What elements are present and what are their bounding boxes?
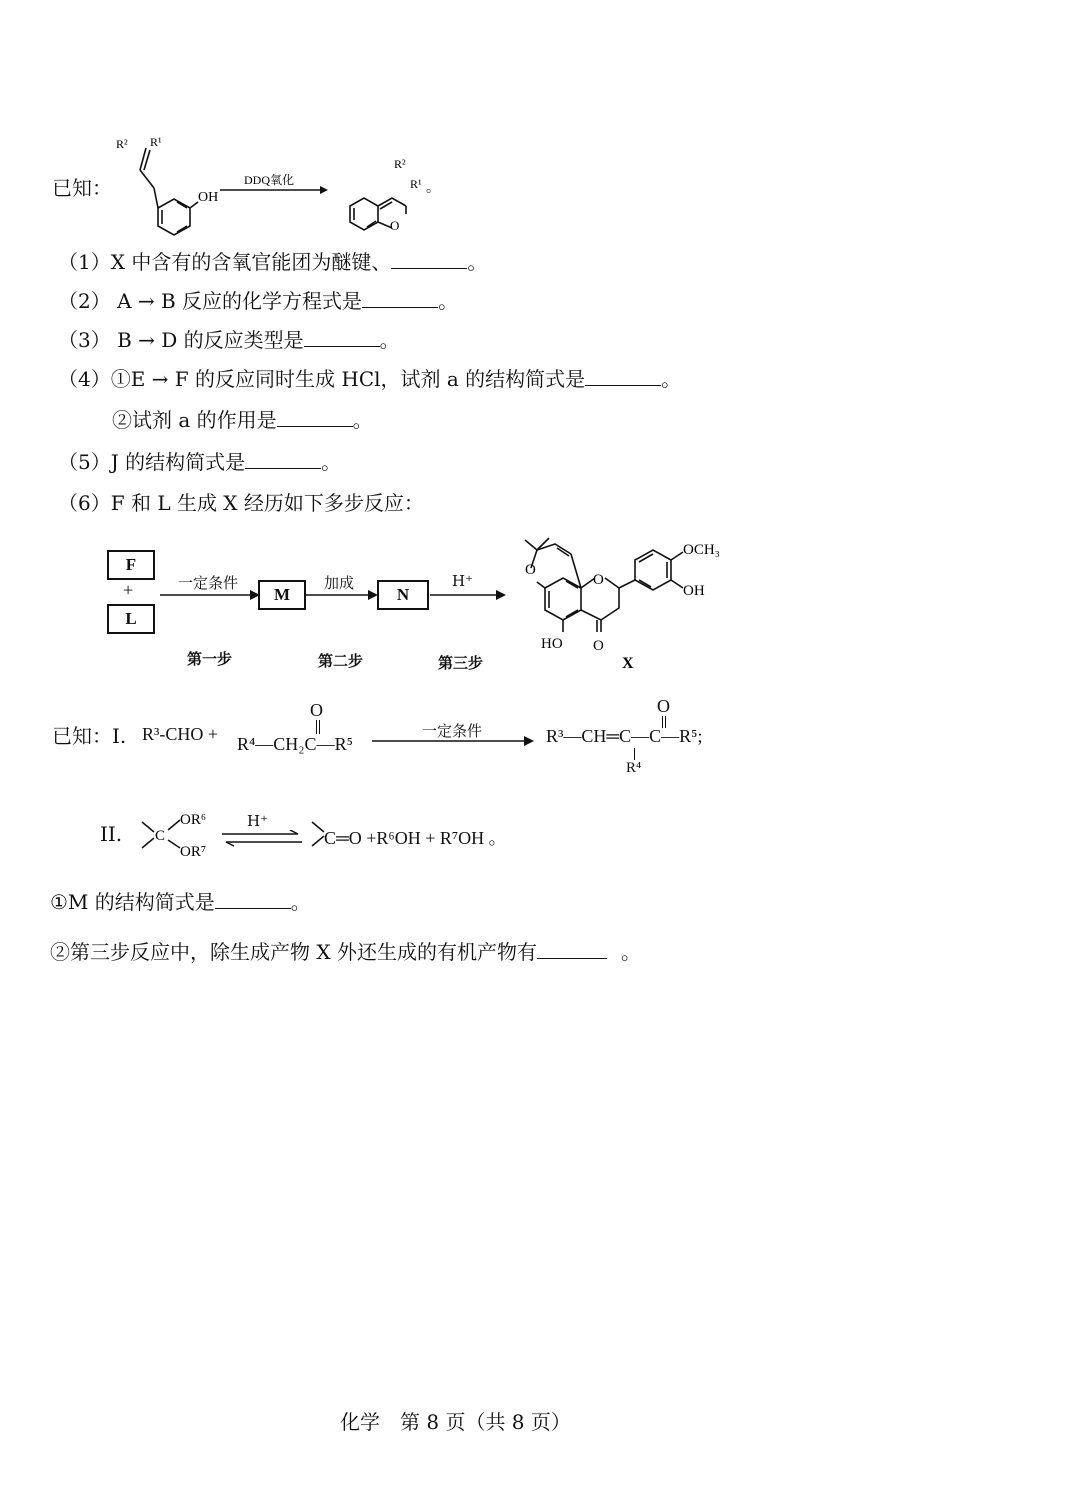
- equilibrium-arrow: [222, 830, 302, 848]
- ketal-c: C: [155, 828, 166, 844]
- question-3: （3） B → D 的反应类型是 。: [58, 328, 400, 352]
- known2-ii-product: C═O +R⁶OH + R⁷OH 。: [324, 828, 507, 848]
- subquestion-third-step: ②第三步反应中，除生成产物 X 外还生成的有机产物有 。: [50, 940, 641, 964]
- question-6: （6）F 和 L 生成 X 经历如下多步反应：: [58, 491, 424, 515]
- arrow-3: [430, 588, 506, 602]
- ketal-structure: [140, 806, 210, 860]
- known2-product-r4-bond: [634, 748, 635, 760]
- svg-text:。: 。: [426, 181, 440, 196]
- step3-label: 第三步: [438, 654, 484, 672]
- known-reaction-1-structure: [110, 128, 450, 238]
- answer-blank[interactable]: [215, 890, 291, 909]
- reactant-oh: OH: [198, 190, 219, 205]
- x-ho: HO: [541, 636, 563, 652]
- box-l: L: [107, 604, 155, 634]
- known2-product-double-bond: [662, 716, 666, 728]
- reactant-r1: R¹: [150, 135, 162, 149]
- question-4b: ②试剂 a 的作用是 。: [112, 408, 373, 432]
- x-carbonyl-o: O: [593, 638, 604, 654]
- ketal-or7: OR⁷: [180, 844, 207, 860]
- x-ring-o-left: O: [525, 562, 536, 578]
- answer-blank[interactable]: [362, 289, 438, 308]
- known2-arrow-label: 一定条件: [422, 722, 483, 740]
- product-r2: R²: [394, 157, 406, 171]
- known2-arrow: [372, 734, 536, 748]
- arrow1-label: 一定条件: [178, 574, 239, 592]
- x-label: X: [622, 655, 634, 672]
- known2-o-top: O: [310, 700, 323, 720]
- equilibrium-label: H⁺: [247, 812, 268, 830]
- known2-double-bond: [316, 720, 320, 734]
- known2-product: R³—CH═C—C—R⁵;: [546, 726, 703, 746]
- known2-product-o: O: [657, 696, 670, 716]
- step1-label: 第一步: [187, 650, 233, 668]
- answer-blank[interactable]: [245, 450, 321, 469]
- product-o: O: [390, 218, 400, 233]
- box-n: N: [377, 580, 429, 610]
- ddq-label: DDQ氧化: [244, 173, 294, 187]
- box-f: F: [107, 550, 155, 580]
- known2-reactant1: R³-CHO +: [142, 724, 219, 744]
- reactant-benzene-ring: [140, 148, 198, 235]
- x-ring-o: O: [593, 572, 604, 588]
- step2-label: 第二步: [318, 652, 364, 670]
- known2-label: 已知：I.: [52, 724, 127, 748]
- x-oh: OH: [683, 583, 705, 599]
- known2-reactant2: R⁴—CH₂C—R⁵: [237, 734, 353, 754]
- answer-blank[interactable]: [304, 328, 380, 347]
- page-footer: 化学 第 8 页（共 8 页）: [340, 1410, 571, 1434]
- box-m: M: [258, 580, 306, 610]
- known2-product-r4: R⁴: [626, 760, 642, 776]
- product-x-structure: [505, 530, 745, 680]
- ketal-or6: OR⁶: [180, 812, 207, 828]
- subquestion-m: ①M 的结构简式是 。: [50, 890, 311, 914]
- arrow-1: [160, 588, 260, 602]
- answer-blank[interactable]: [585, 367, 661, 386]
- x-och3: OCH₃: [683, 542, 720, 558]
- arrow-2: [306, 588, 378, 602]
- question-2: （2） A → B 反应的化学方程式是 。: [58, 289, 459, 313]
- answer-blank[interactable]: [391, 250, 467, 269]
- known2-ii-label: II.: [100, 822, 123, 846]
- question-1: （1）X 中含有的含氧官能团为醚键、 。: [58, 250, 488, 274]
- known-label: 已知：: [52, 176, 112, 200]
- answer-blank[interactable]: [277, 408, 353, 427]
- answer-blank[interactable]: [537, 940, 607, 959]
- arrow2-label: 加成: [324, 574, 355, 592]
- question-4a: （4）①E → F 的反应同时生成 HCl，试剂 a 的结构简式是 。: [58, 367, 682, 391]
- arrow3-label: H⁺: [452, 572, 473, 590]
- plus-sign: +: [123, 580, 134, 600]
- product-r1: R¹: [410, 177, 422, 191]
- question-5: （5）J 的结构简式是 。: [58, 450, 342, 474]
- reactant-r2: R²: [116, 137, 128, 151]
